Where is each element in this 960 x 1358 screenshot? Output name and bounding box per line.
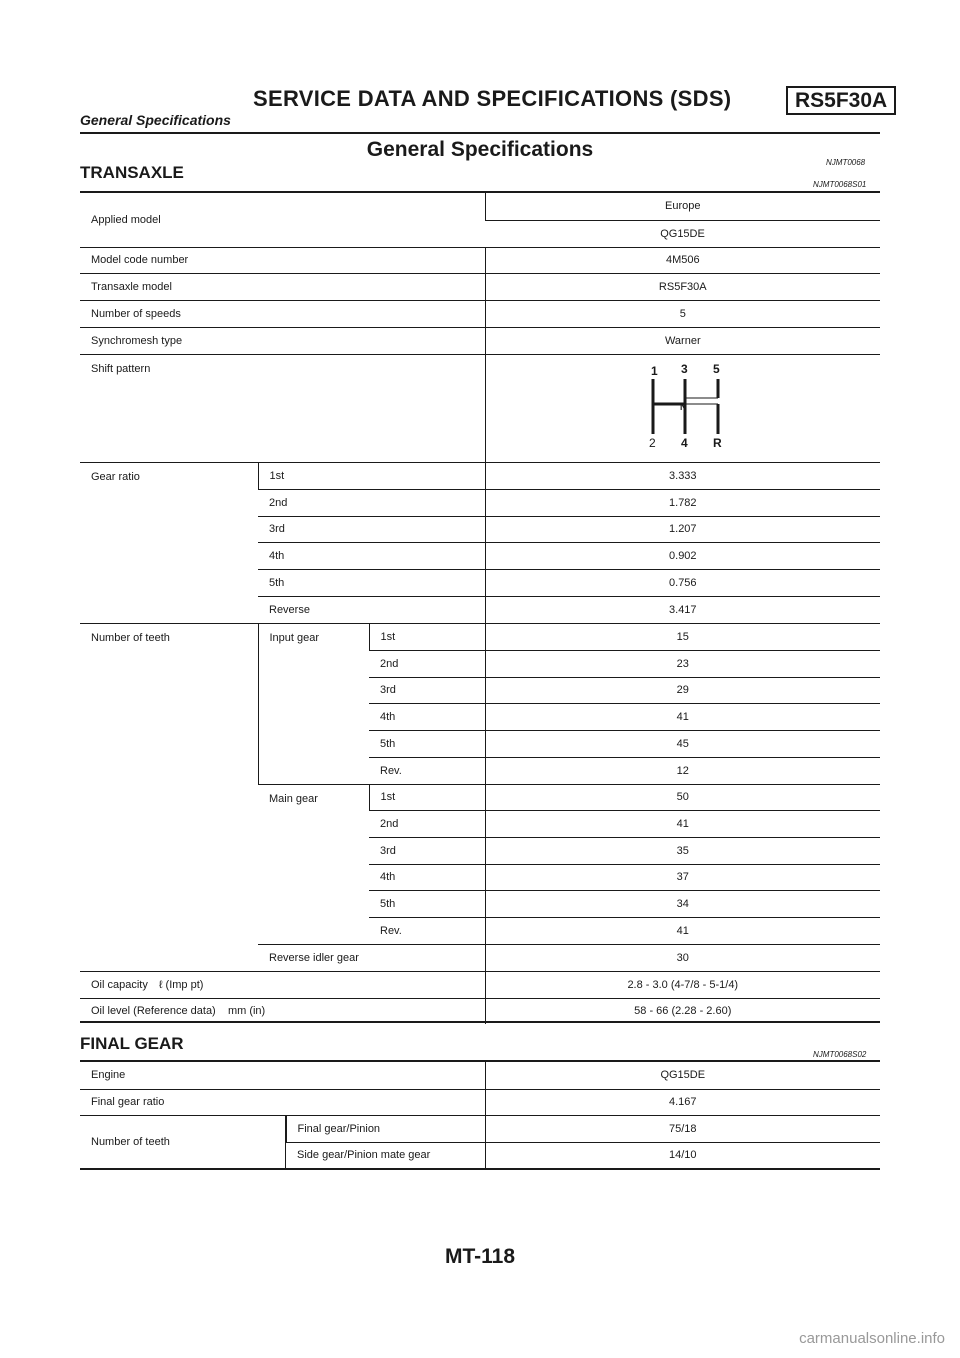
final-gear-ref: NJMT0068S02	[813, 1050, 867, 1059]
transaxle-ref: NJMT0068S01	[813, 180, 867, 189]
applied-model-engine: QG15DE	[485, 220, 880, 247]
main-gear-gear: Rev.	[369, 917, 485, 944]
input-gear-gear: 1st	[369, 623, 485, 650]
oil-level-label: Oil level (Reference data) mm (in)	[91, 1005, 266, 1018]
shift-label-4: 4	[680, 436, 688, 450]
shift-label-1: 1	[650, 364, 658, 378]
oil-capacity-value: 2.8 - 3.0 (4-7/8 - 5-1/4)	[485, 971, 880, 998]
main-gear-label: Main gear	[258, 784, 369, 944]
shift-pattern-diagram	[633, 358, 733, 458]
final-ratio-value: 4.167	[485, 1089, 880, 1115]
gear-ratio-value: 1.207	[485, 516, 880, 542]
gear-ratio-value: 0.756	[485, 569, 880, 596]
main-gear-gear: 3rd	[369, 837, 485, 864]
header-subtitle: General Specifications	[80, 112, 231, 128]
engine-label: Engine	[80, 1062, 485, 1089]
input-gear-value: 23	[485, 650, 880, 677]
oil-level-value: 58 - 66 (2.28 - 2.60)	[485, 998, 880, 1024]
main-gear-gear: 4th	[369, 864, 485, 890]
oil-capacity-label: Oil capacity	[91, 978, 148, 991]
gear-ratio-value: 1.782	[485, 489, 880, 516]
gear-ratio-gear: 1st	[258, 462, 485, 489]
input-gear-value: 15	[485, 623, 880, 650]
input-gear-value: 29	[485, 677, 880, 703]
gear-ratio-value: 3.333	[485, 462, 880, 489]
speeds-label: Number of speeds	[80, 300, 485, 327]
input-gear-value: 12	[485, 757, 880, 784]
gear-ratio-label: Gear ratio	[80, 462, 258, 623]
main-gear-gear: 5th	[369, 890, 485, 917]
input-gear-gear: 4th	[369, 703, 485, 730]
model-code-label: Model code number	[80, 247, 485, 273]
main-gear-value: 37	[485, 864, 880, 890]
synchromesh-value: Warner	[485, 327, 880, 354]
shift-label-3: 3	[680, 362, 688, 376]
gear-ratio-gear: 5th	[258, 569, 485, 596]
main-gear-gear: 2nd	[369, 810, 485, 837]
input-gear-value: 45	[485, 730, 880, 757]
main-gear-gear: 1st	[369, 784, 485, 810]
final-gear-table	[80, 1062, 880, 1168]
main-gear-value: 35	[485, 837, 880, 864]
reverse-idler-value: 30	[485, 944, 880, 971]
shift-label-n: N	[679, 402, 687, 412]
shift-label-5: 5	[712, 362, 720, 376]
header-rule	[80, 132, 880, 134]
model-code-value: 4M506	[485, 247, 880, 273]
header-badge: RS5F30A	[786, 86, 896, 115]
final-teeth-label: Number of teeth	[91, 1135, 170, 1148]
final-gear-col-divider	[285, 1116, 286, 1169]
final-side-label: Side gear/Pinion mate gear	[297, 1149, 431, 1162]
gear-ratio-gear: 3rd	[258, 516, 485, 542]
page-footer: MT-118	[444, 1245, 516, 1268]
transaxle-heading: TRANSAXLE	[80, 163, 184, 182]
shift-pattern-label: Shift pattern	[80, 354, 485, 462]
transaxle-table	[80, 193, 880, 1024]
watermark: carmanualsonline.info	[799, 1330, 945, 1347]
applied-model-region: Europe	[485, 193, 880, 220]
final-gear-bottom-rule	[80, 1168, 880, 1170]
transaxle-model-label: Transaxle model	[80, 273, 485, 300]
page-heading: General Specifications	[366, 138, 594, 161]
final-pinion-label: Final gear/Pinion	[286, 1115, 485, 1142]
gear-ratio-value: 0.902	[485, 542, 880, 569]
gear-ratio-gear: 4th	[258, 542, 485, 569]
final-gear-heading: FINAL GEAR	[80, 1034, 184, 1053]
reverse-idler-label: Reverse idler gear	[258, 944, 485, 971]
input-gear-gear: 5th	[369, 730, 485, 757]
applied-model-label: Applied model	[80, 193, 485, 247]
gear-ratio-gear: 2nd	[258, 489, 485, 516]
final-side-value: 14/10	[485, 1142, 880, 1168]
input-gear-gear: 3rd	[369, 677, 485, 703]
engine-value: QG15DE	[485, 1062, 880, 1089]
oil-capacity-unit: ℓ (Imp pt)	[158, 978, 204, 991]
input-gear-label: Input gear	[258, 623, 369, 784]
transaxle-model-value: RS5F30A	[485, 273, 880, 300]
synchromesh-label: Synchromesh type	[80, 327, 485, 354]
input-gear-gear: 2nd	[369, 650, 485, 677]
input-gear-gear: Rev.	[369, 757, 485, 784]
final-pinion-value: 75/18	[485, 1115, 880, 1142]
gear-ratio-value: 3.417	[485, 596, 880, 623]
main-gear-value: 41	[485, 810, 880, 837]
speeds-value: 5	[485, 300, 880, 327]
teeth-label: Number of teeth	[80, 623, 258, 971]
oil-capacity-label-cell	[80, 971, 485, 998]
shift-label-2: 2	[648, 436, 656, 450]
page-ref: NJMT0068	[826, 158, 866, 167]
main-gear-value: 34	[485, 890, 880, 917]
main-gear-value: 41	[485, 917, 880, 944]
input-gear-value: 41	[485, 703, 880, 730]
main-gear-value: 50	[485, 784, 880, 810]
gear-ratio-gear: Reverse	[258, 596, 485, 623]
final-ratio-label: Final gear ratio	[80, 1089, 485, 1115]
shift-pattern-cell	[485, 354, 880, 462]
shift-label-r: R	[712, 436, 722, 450]
transaxle-bottom-rule	[80, 1021, 880, 1023]
header-title: SERVICE DATA AND SPECIFICATIONS (SDS)	[253, 86, 732, 111]
